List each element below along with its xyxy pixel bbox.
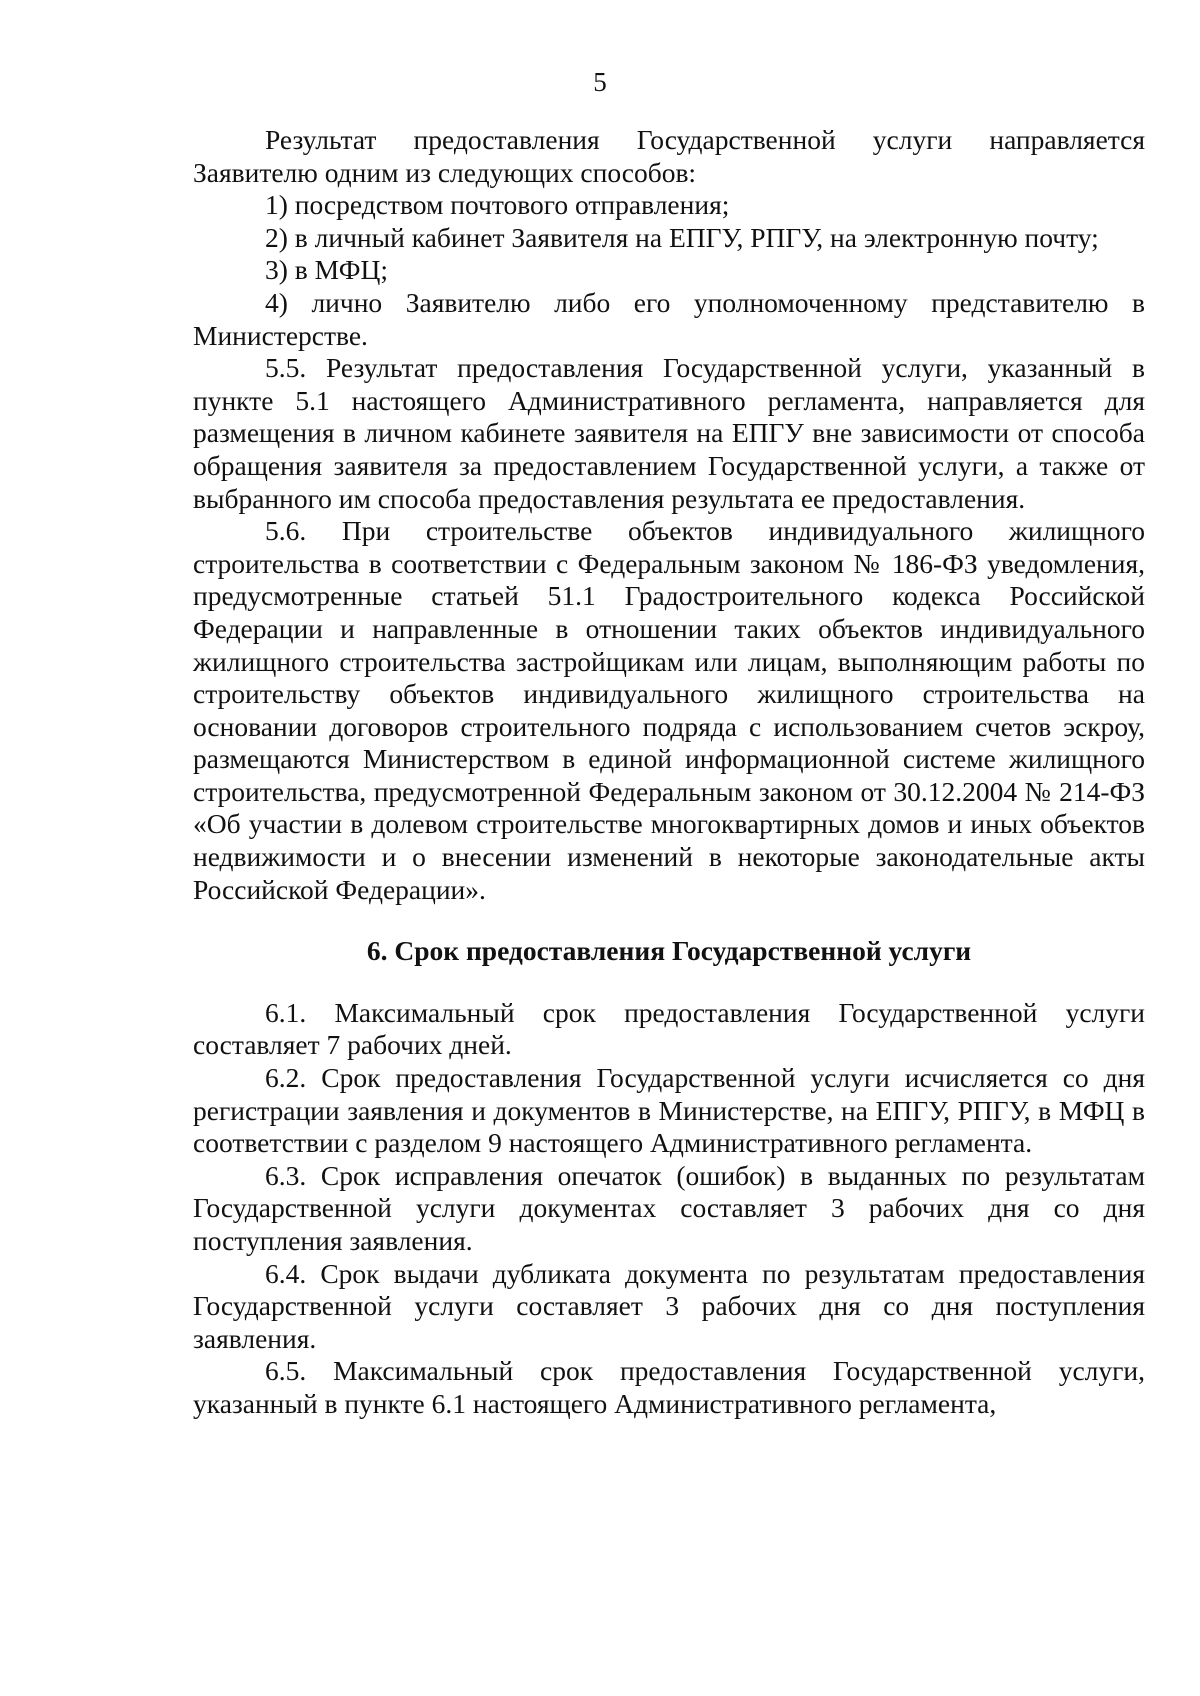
paragraph-6-3: 6.3. Срок исправления опечаток (ошибок) в выданных по результатам Государственной услуги документах составляет 3 рабочих дня со дня поступления заявления. xyxy=(193,1159,1145,1256)
list-item-personal-account: 2) в личный кабинет Заявителя на ЕПГУ, РПГУ, на электронную почту; xyxy=(265,221,1099,253)
page-number: 5 xyxy=(593,67,607,97)
paragraph-6-5: 6.5. Максимальный срок предоставления Государственной услуги, указанный в пункте 6.1 настоящего Административного регламента, xyxy=(193,1355,1145,1419)
document-body xyxy=(193,124,1145,1421)
section-heading: 6. Срок предоставления Государственной услуги xyxy=(366,935,972,967)
list-item-in-person: 4) лично Заявителю либо его уполномоченному представителю в Министерстве. xyxy=(193,286,1145,351)
paragraph-5-5: 5.5. Результат предоставления Государственной услуги, указанный в пункте 5.1 настоящего Административного регламента, направляется для размещения в личном кабинете заявителя на ЕПГУ вне зависимости от способа обращения заявителя за предоставлением Государственной услуги, а также от выбранного им способа предоставления результата ее предоставления. xyxy=(193,352,1145,514)
list-item-mfc: 3) в МФЦ; xyxy=(265,254,388,286)
paragraph-6-4: 6.4. Срок выдачи дубликата документа по результатам предоставления Государственной услуги составляет 3 рабочих дня со дня поступления заявления. xyxy=(193,1257,1145,1354)
paragraph-6-1: 6.1. Максимальный срок предоставления Государственной услуги составляет 7 рабочих дней. xyxy=(193,996,1145,1061)
paragraph-6-2: 6.2. Срок предоставления Государственной услуги исчисляется со дня регистрации заявления и документов в Министерстве, на ЕПГУ, РПГУ, в МФЦ в соответствии с разделом 9 настоящего Административного регламента. xyxy=(193,1062,1145,1159)
paragraph-5-6: 5.6. При строительстве объектов индивидуального жилищного строительства в соответствии с Федеральным законом № 186-ФЗ уведомления, предусмотренные статьей 51.1 Градостроительного кодекса Российской Федерации и направленные в отношении таких объектов индивидуального жилищного строительства застройщикам или лицам, выполняющим работы по строительству объектов индивидуального жилищного строительства на основании договоров строительного подряда с использованием счетов эскроу, размещаются Министерством в единой информационной системе жилищного строительства, предусмотренной Федеральным законом от 30.12.2004 № 214-ФЗ «Об участии в долевом строительстве многоквартирных домов и иных объектов недвижимости и о внесении изменений в некоторые законодательные акты Российской Федерации». xyxy=(193,515,1145,905)
list-item-postal: 1) посредством почтового отправления; xyxy=(265,189,730,221)
paragraph-result-delivery: Результат предоставления Государственной услуги направляется Заявителю одним из следующих способов: xyxy=(193,124,1145,188)
